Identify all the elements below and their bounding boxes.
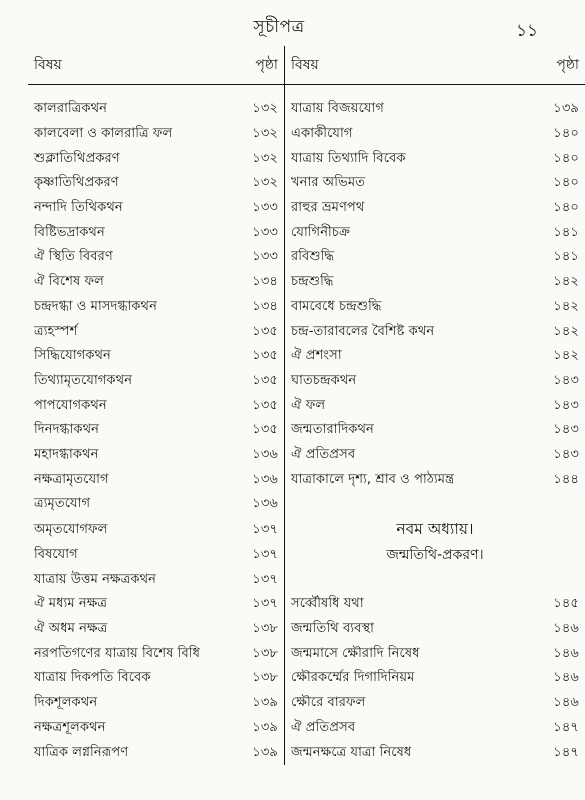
left-entry-subject: দিকশূলকথন — [34, 695, 98, 711]
right-entry-page: ১৪২ — [553, 274, 579, 290]
right-entry-subject: চন্দ্রশুদ্ধি — [291, 274, 334, 290]
left-entry-page: ১৩৬ — [216, 467, 285, 492]
left-entry-subject: সিদ্ধিযোগকথন — [34, 348, 111, 364]
left-entry-page: ১৩৬ — [216, 492, 285, 517]
spacer-cell — [285, 85, 510, 98]
right-entry-subject: জন্মতিথি ব্যবস্থা — [291, 621, 375, 637]
right-entry-page: ১৪০ — [553, 200, 579, 216]
toc-row — [28, 295, 585, 320]
left-entry-page: ১৩৮ — [216, 641, 285, 666]
left-entry-page: ১৩৭ — [216, 567, 285, 592]
right-entry-page: ১৪৩ — [553, 372, 579, 388]
left-subject-header: বিষয় — [34, 57, 62, 73]
left-entry-page: ১৩২ — [216, 122, 285, 147]
left-entry-page: ১৩৯ — [216, 691, 285, 716]
left-entry-subject: নরপতিগণের যাত্রায় বিশেষ বিধি — [34, 645, 200, 661]
toc-row — [28, 319, 585, 344]
page-number: ১১ — [515, 21, 538, 41]
left-entry-page: ১৩৭ — [216, 517, 285, 543]
toc-row — [28, 592, 585, 617]
right-entry-subject: ঐ প্রতিপ্রসব — [291, 446, 356, 462]
left-entry-subject: ঐ মধ্যম নক্ষত্র — [34, 596, 108, 612]
left-entry-page: ১৩৫ — [216, 319, 285, 344]
right-entry-subject: রবিশুদ্ধি — [291, 249, 335, 265]
toc-row — [28, 97, 585, 122]
right-entry-page: ১৪৬ — [553, 645, 579, 661]
left-entry-page: ১৩৮ — [216, 617, 285, 642]
toc-row — [28, 617, 585, 642]
toc-row — [28, 220, 585, 245]
toc-row — [28, 146, 585, 171]
left-entry-subject: ঐ স্থিতি বিবরণ — [34, 249, 113, 265]
left-entry-page: ১৩৭ — [216, 543, 285, 568]
left-entry-page: ১৩৪ — [216, 295, 285, 320]
right-entry-page: ১৪২ — [553, 298, 579, 314]
right-entry-page: ১৪০ — [553, 150, 579, 166]
left-entry-subject: ত্র্যমৃতযোগ — [34, 496, 91, 512]
right-entry-subject: ঐ প্রতিপ্রসব — [291, 719, 356, 735]
left-entry-subject: ঐ বিশেষ ফল — [34, 274, 104, 290]
spacer-cell — [216, 85, 285, 98]
right-entry-page: ১৪০ — [553, 126, 579, 142]
right-entry-subject: যাত্রায় তিথ্যাদি বিবেক — [291, 150, 406, 166]
right-page-header: পৃষ্ঠা — [556, 57, 579, 73]
left-entry-page: ১৩৪ — [216, 270, 285, 295]
left-entry-page: ১৩৫ — [216, 418, 285, 443]
spacer-cell — [509, 85, 585, 98]
toc-body — [28, 85, 585, 765]
right-entry-subject: যাত্রায় বিজয়যোগ — [291, 101, 384, 117]
toc-row — [28, 543, 585, 568]
left-entry-page: ১৩৬ — [216, 443, 285, 468]
page-title: সূচীপত্র — [253, 17, 305, 37]
left-entry-page: ১৩৫ — [216, 369, 285, 394]
left-entry-subject: বিষযোগ — [34, 547, 78, 563]
right-entry-subject: জন্মতারাদিকথন — [291, 422, 374, 438]
left-entry-page: ১৩৩ — [216, 196, 285, 221]
right-entry-page: ১৪৬ — [553, 621, 579, 637]
toc-table — [28, 46, 585, 765]
toc-row — [28, 517, 585, 543]
right-entry-subject: ঘাতচন্দ্রকথন — [291, 372, 357, 388]
left-entry-subject: যাত্রায় দিকপতি বিবেক — [34, 670, 151, 686]
left-entry-subject: নক্ষত্রামৃতযোগ — [34, 471, 109, 487]
toc-row — [28, 344, 585, 369]
right-entry-subject: যাত্রাকালে দৃশ্য, শ্রাব ও পাঠ্যমন্ত্র — [291, 471, 455, 487]
left-entry-page: ১৩৫ — [216, 344, 285, 369]
right-entry-page: ১৪২ — [553, 323, 579, 339]
right-entry-page: ১৪১ — [553, 224, 579, 240]
spacer-cell — [28, 85, 216, 98]
empty-cell — [509, 567, 585, 592]
right-entry-page: ১৪৩ — [553, 422, 579, 438]
left-entry-subject: কৃষ্ণাতিথিপ্রকরণ — [34, 175, 119, 191]
left-entry-page: ১৩৩ — [216, 220, 285, 245]
toc-header-row — [28, 46, 585, 85]
left-entry-subject: ঐ অধম নক্ষত্র — [34, 621, 108, 637]
left-entry-subject: ত্র্যহস্পর্শ — [34, 323, 78, 339]
left-entry-subject: মহাদগ্ধাকথন — [34, 446, 99, 462]
right-entry-page: ১৩৯ — [553, 101, 579, 117]
left-entry-subject: নন্দাদি তিথিকথন — [34, 200, 123, 216]
right-entry-subject: রাহুর ভ্রমণপথ — [291, 200, 365, 216]
left-entry-subject: নক্ষত্রশূলকথন — [34, 719, 106, 735]
spacer-row — [28, 85, 585, 98]
left-entry-subject: শুক্লাতিথিপ্রকরণ — [34, 150, 120, 166]
left-entry-subject: অমৃতযোগফল — [34, 521, 108, 537]
left-entry-subject: বিষ্টিভদ্রাকথন — [34, 224, 105, 240]
left-entry-subject: যাত্রায় উত্তম নক্ষত্রকথন — [34, 571, 156, 587]
left-entry-page: ১৩৮ — [216, 666, 285, 691]
right-entry-page: ১৪২ — [553, 348, 579, 364]
toc-row — [28, 740, 585, 765]
left-entry-page: ১৩২ — [216, 146, 285, 171]
toc-row — [28, 641, 585, 666]
chapter-subheading: জন্মতিথি-প্রকরণ। — [386, 547, 484, 564]
left-entry-subject: কালবেলা ও কালরাত্রি ফল — [34, 126, 173, 142]
right-entry-subject: ক্ষৌরকর্ম্মের দিগাদিনিয়ম — [291, 670, 415, 686]
left-entry-page: ১৩৯ — [216, 740, 285, 765]
toc-row — [28, 716, 585, 741]
right-entry-subject: একাকীযোগ — [291, 126, 353, 142]
toc-row — [28, 196, 585, 221]
right-entry-page: ১৪৭ — [553, 719, 579, 735]
toc-row — [28, 122, 585, 147]
right-entry-subject: বামবেধে চন্দ্রশুদ্ধি — [291, 298, 382, 314]
right-entry-page: ১৪৬ — [553, 670, 579, 686]
right-entry-page: ১৪১ — [553, 249, 579, 265]
left-entry-page: ১৩২ — [216, 171, 285, 196]
left-entry-subject: পাপযোগকথন — [34, 397, 107, 413]
left-entry-subject: যাত্রিক লগ্ননিরূপণ — [34, 744, 129, 760]
toc-row — [28, 418, 585, 443]
toc-row — [28, 691, 585, 716]
right-entry-subject: যোগিনীচক্র — [291, 224, 350, 240]
left-entry-subject: তিথ্যামৃতযোগকথন — [34, 372, 133, 388]
right-subject-header: বিষয় — [291, 57, 319, 73]
right-entry-subject: জন্মমাসে ক্ষৌরাদি নিষেধ — [291, 645, 420, 661]
left-page-header: পৃষ্ঠা — [216, 46, 285, 85]
left-entry-subject: চন্দ্রদগ্ধা ও মাসদগ্ধাকথন — [34, 298, 157, 314]
toc-row — [28, 245, 585, 270]
toc-row — [28, 443, 585, 468]
toc-row — [28, 666, 585, 691]
right-entry-page: ১৪৩ — [553, 446, 579, 462]
right-entry-subject: সর্ব্বৌষধি যথা — [291, 596, 364, 612]
empty-cell — [285, 492, 510, 517]
left-entry-subject: কালরাত্রিকথন — [34, 101, 108, 117]
right-entry-subject: ঐ ফল — [291, 397, 326, 413]
right-entry-subject: ক্ষৌরে বারফল — [291, 695, 366, 711]
toc-row — [28, 393, 585, 418]
right-entry-page: ১৪০ — [553, 175, 579, 191]
toc-row — [28, 492, 585, 517]
left-entry-page: ১৩২ — [216, 97, 285, 122]
chapter-heading: নবম অধ্যায়। — [396, 519, 474, 538]
right-entry-subject: চন্দ্র-তারাবলের বৈশিষ্ট কথন — [291, 323, 435, 339]
left-entry-page: ১৩৫ — [216, 393, 285, 418]
right-entry-page: ১৪৬ — [553, 695, 579, 711]
toc-row — [28, 369, 585, 394]
right-entry-page: ১৪৭ — [553, 744, 579, 760]
empty-cell — [285, 567, 510, 592]
right-entry-subject: জন্মনক্ষত্রে যাত্রা নিষেধ — [291, 744, 412, 760]
right-entry-subject: ঐ প্রশংসা — [291, 348, 342, 364]
right-entry-page: ১৪৫ — [553, 596, 579, 612]
right-entry-page: ১৪৪ — [553, 471, 579, 487]
right-entry-page: ১৪৩ — [553, 397, 579, 413]
left-entry-subject: দিনদগ্ধাকথন — [34, 422, 99, 438]
left-entry-page: ১৩৭ — [216, 592, 285, 617]
left-entry-page: ১৩৯ — [216, 716, 285, 741]
toc-row — [28, 171, 585, 196]
right-entry-subject: খনার অভিমত — [291, 175, 366, 191]
toc-row — [28, 467, 585, 492]
left-entry-page: ১৩৩ — [216, 245, 285, 270]
empty-cell — [509, 492, 585, 517]
toc-row — [28, 567, 585, 592]
toc-row — [28, 270, 585, 295]
